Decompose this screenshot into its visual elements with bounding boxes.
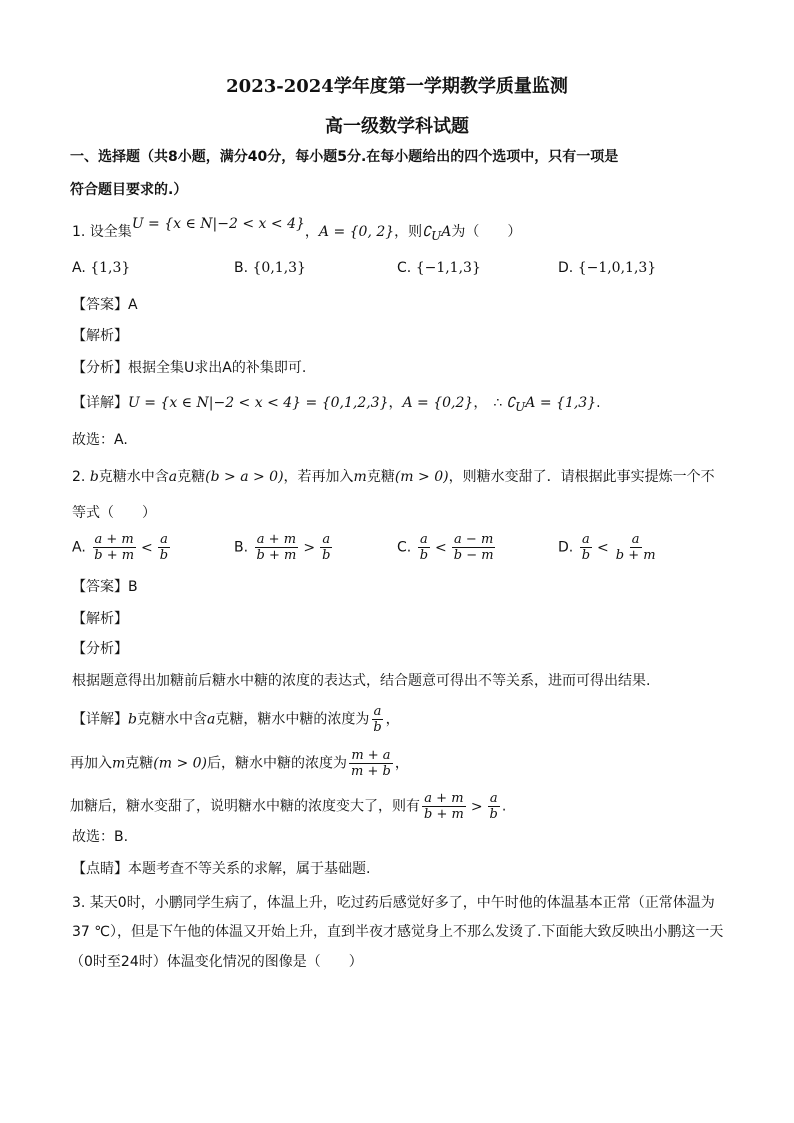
q1-detail-result: A = {1,3}: [525, 395, 597, 411]
fraction-numerator: a: [419, 532, 428, 547]
q2-var-a: a: [168, 469, 178, 485]
q1-detail-label: 【详解】: [72, 395, 128, 411]
q2-var-m: m: [353, 469, 367, 485]
q2-detail-end-2: ，: [394, 755, 409, 772]
q2-option-a-label: A.: [72, 539, 86, 556]
q2-detail3-text: 加糖后，糖水变甜了，说明糖水中糖的浓度变大了，则有: [70, 798, 420, 815]
q2-detail-line1: [72, 704, 400, 735]
section-heading-line1: 一、选择题（共8小题，满分40分，每小题5分.在每小题给出的四个选项中，只有一项是: [70, 149, 619, 165]
q1-complement-sub: U: [431, 228, 442, 243]
q2-condition-2: (m > 0): [394, 469, 449, 485]
q2-detail2-text-3: 后，糖水中糖的浓度为: [207, 755, 348, 772]
q2-detail-frac-1: [371, 704, 383, 735]
q2-analysis-heading: 【解析】: [72, 611, 128, 627]
q1-option-d: [558, 258, 656, 278]
q2-detail2-var-m: m: [112, 755, 126, 772]
fraction-numerator: a + m: [424, 791, 464, 806]
q1-option-c-value: {−1,1,3}: [415, 260, 481, 276]
q2-detail-frac-2: [349, 748, 393, 779]
q2-detail-label: 【详解】: [72, 711, 128, 728]
fraction-numerator: a: [631, 532, 640, 547]
fraction-numerator: a + m: [256, 532, 297, 547]
question-3-line2: 37 ℃），但是下午他的体温又开始上升，直到半夜才感觉身上不那么发烫了.下面能大致反映出小鹏这一天: [72, 924, 724, 940]
q1-option-a-label: A.: [72, 260, 86, 276]
q2-option-a-frac-left: [92, 532, 136, 563]
q2-detail3-frac-left: [422, 791, 466, 822]
q2-detail-end-1: ，: [385, 711, 400, 728]
q1-option-d-label: D.: [558, 260, 574, 276]
relation-symbol: <: [435, 539, 447, 556]
q2-text-2: 克糖: [177, 469, 206, 485]
q1-detail-complement-sub: U: [515, 399, 526, 414]
q1-option-c: [397, 258, 481, 278]
q2-detail-text-2: 克糖，糖水中糖的浓度为: [215, 711, 370, 728]
q1-option-b-label: B.: [234, 260, 249, 276]
q1-choose: 故选：A.: [72, 432, 128, 448]
fraction-numerator: a: [581, 532, 590, 547]
fraction-numerator: a: [373, 704, 382, 719]
q1-complement-a: A: [441, 224, 452, 240]
q2-comment: 【点睛】本题考查不等关系的求解，属于基础题.: [72, 861, 371, 877]
q1-option-a: [72, 258, 130, 278]
q2-detail-text-1: 克糖水中含: [136, 711, 207, 728]
q1-option-c-label: C.: [397, 260, 412, 276]
q1-therefore: ∴: [493, 395, 503, 411]
q2-detail-end-3: .: [501, 798, 507, 815]
q1-detail-complement: ∁: [506, 395, 516, 411]
q1-analysis-heading: 【解析】: [72, 328, 128, 344]
fraction-denominator: b + m: [615, 548, 656, 563]
q2-analysis-label: 【分析】: [72, 641, 128, 657]
question-3-line3: （0时至24时）体温变化情况的图像是（ ）: [70, 954, 363, 970]
fraction-numerator: a: [489, 791, 498, 806]
section-heading-line2: 符合题目要求的.）: [70, 182, 188, 198]
q2-detail3-frac-right: [488, 791, 500, 822]
q1-detail-universal: U = {x ∈ N|−2 < x < 4} = {0,1,2,3}: [128, 395, 389, 411]
q2-option-d-label: D.: [558, 539, 574, 556]
fraction-numerator: a + m: [94, 532, 134, 547]
q1-analysis: 【分析】根据全集U求出A的补集即可.: [72, 360, 307, 376]
q2-option-d-frac-left: [580, 532, 592, 563]
q1-sep2: ，则: [394, 224, 423, 240]
q2-option-c-frac-left: [418, 532, 430, 563]
fraction-numerator: a: [322, 532, 331, 547]
q2-option-b-label: B.: [234, 539, 249, 556]
q2-detail-line3: [70, 791, 506, 822]
q2-answer: 【答案】B: [72, 579, 138, 595]
fraction-denominator: b: [419, 548, 429, 563]
q2-text-4: 克糖: [366, 469, 395, 485]
q2-detail-var-a: a: [206, 711, 216, 728]
q2-detail-line2: [70, 748, 409, 779]
q2-option-b: [234, 532, 334, 563]
q2-option-a: [72, 532, 172, 563]
q2-option-b-frac-left: [255, 532, 299, 563]
fraction-denominator: b: [159, 548, 169, 563]
exam-title: 2023-2024学年度第一学期教学质量监测: [226, 76, 568, 97]
q1-option-b-value: {0,1,3}: [252, 260, 306, 276]
q2-detail2-text-2: 克糖: [125, 755, 154, 772]
q1-suffix: 为（ ）: [451, 224, 522, 240]
exam-subtitle: 高一级数学科试题: [325, 116, 469, 137]
fraction-numerator: a: [160, 532, 168, 547]
fraction-denominator: b + m: [94, 548, 135, 563]
q2-option-c: [397, 532, 498, 563]
q1-detail-set-a: A = {0,2}: [402, 395, 474, 411]
relation-symbol: <: [597, 539, 609, 556]
fraction-denominator: b: [489, 807, 498, 822]
q1-option-d-value: {−1,0,1,3}: [577, 260, 657, 276]
q2-option-a-frac-right: [158, 532, 170, 563]
fraction-numerator: a − m: [454, 532, 494, 547]
question-2-stem: [72, 467, 715, 487]
q2-condition-1: (b > a > 0): [205, 469, 284, 485]
q2-option-b-frac-right: [320, 532, 332, 563]
q1-option-b: [234, 258, 306, 278]
q1-detail-sep2: ，: [473, 395, 488, 411]
q2-option-d-frac-right: [614, 532, 658, 563]
q1-option-a-value: {1,3}: [90, 260, 131, 276]
question-3-line1: 3. 某天0时，小鹏同学生病了，体温上升，吃过药后感觉好多了，中午时他的体温基本正常（正常体温为: [72, 895, 715, 911]
q1-complement-symbol: ∁: [422, 224, 432, 240]
q2-detail-var-b: b: [128, 711, 137, 728]
fraction-numerator: m + a: [351, 748, 391, 763]
q2-number: 2.: [72, 469, 86, 485]
q2-stem-line2: 等式（ ）: [72, 505, 156, 521]
fraction-denominator: b + m: [256, 548, 297, 563]
q2-var-b: b: [89, 469, 99, 485]
q2-option-d: [558, 532, 660, 563]
q2-text-5: ，则糖水变甜了．请根据此事实提炼一个不: [448, 469, 715, 485]
relation-symbol: <: [141, 539, 153, 556]
relation-symbol: >: [303, 539, 316, 556]
q1-set-a: A = {0, 2}: [318, 224, 395, 240]
fraction-denominator: b: [322, 548, 331, 563]
q1-answer: 【答案】A: [72, 297, 138, 313]
q2-choose: 故选：B.: [72, 829, 129, 845]
relation-symbol: >: [470, 798, 483, 815]
fraction-denominator: m + b: [351, 764, 391, 779]
q1-detail-sep: ，: [388, 395, 403, 411]
q2-analysis-text: 根据题意得出加糖前后糖水中糖的浓度的表达式，结合题意可得出不等关系，进而可得出结果.: [72, 673, 651, 689]
fraction-denominator: b − m: [453, 548, 494, 563]
q2-option-c-frac-right: [452, 532, 496, 563]
q1-universal-set: U = {x ∈ N|−2 < x < 4}: [131, 216, 305, 232]
fraction-denominator: b: [581, 548, 591, 563]
q1-prefix: 1. 设全集: [72, 224, 132, 240]
fraction-denominator: b + m: [424, 807, 464, 822]
q2-text-3: ，若再加入: [283, 469, 354, 485]
q2-detail2-text-1: 再加入: [70, 755, 112, 772]
question-1-stem: [72, 216, 522, 246]
q2-detail2-condition: (m > 0): [153, 755, 208, 772]
q1-sep: ，: [304, 224, 319, 240]
q2-option-c-label: C.: [397, 539, 412, 556]
q1-detail: [72, 393, 601, 417]
q2-text-1: 克糖水中含: [98, 469, 169, 485]
fraction-denominator: b: [373, 720, 382, 735]
q1-detail-end: .: [596, 395, 601, 411]
